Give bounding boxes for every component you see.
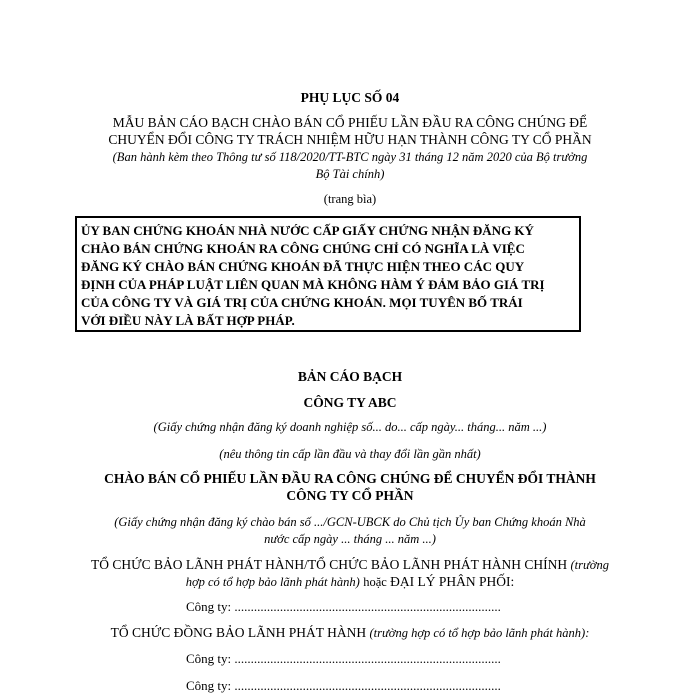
company-field: Công ty: .................................................................................. — [186, 678, 501, 693]
underwriter-note: hợp có tổ hợp bảo lãnh phát hành) — [185, 575, 360, 589]
company-field: Công ty: .................................................................................. — [186, 599, 501, 614]
offering-title-line-1: CHÀO BÁN CỔ PHIẾU LẦN ĐẦU RA CÔNG CHÚNG ĐỂ CHUYỂN ĐỔI THÀNH — [104, 471, 596, 486]
offering-title-line-2: CÔNG TY CỔ PHẦN — [286, 488, 414, 503]
issued-with-line-2: Bộ Tài chính) — [315, 167, 385, 181]
underwriter-heading-line-1 — [0, 556, 700, 574]
co-underwriter-note: (trường hợp có tổ hợp bảo lãnh phát hành): — [369, 626, 590, 640]
business-registration-note: (Giấy chứng nhận đăng ký doanh nghiệp số... do... cấp ngày... tháng... năm ...) — [153, 420, 547, 434]
notice-line: ĐĂNG KÝ CHÀO BÁN CHỨNG KHOÁN ĐÃ THỰC HIỆN THEO CÁC QUY — [81, 259, 525, 274]
notice-line: CHÀO BÁN CHỨNG KHOÁN RA CÔNG CHÚNG CHỈ CÓ NGHĨA LÀ VIỆC — [81, 241, 525, 256]
registration-info-note: (nêu thông tin cấp lần đầu và thay đổi lần gần nhất) — [219, 447, 481, 461]
cover-note: (trang bìa) — [323, 192, 377, 206]
company-name: CÔNG TY ABC — [303, 395, 397, 410]
notice-line: ĐỊNH CỦA PHÁP LUẬT LIÊN QUAN MÀ KHÔNG HÀM Ý ĐẢM BẢO GIÁ TRỊ — [81, 277, 545, 292]
distribution-agent-label: ĐẠI LÝ PHÂN PHỐI: — [390, 574, 515, 589]
form-title-line-1: MẪU BẢN CÁO BẠCH CHÀO BÁN CỔ PHIẾU LẦN ĐẦU RA CÔNG CHÚNG ĐỂ — [112, 115, 588, 130]
notice-line: ỦY BAN CHỨNG KHOÁN NHÀ NƯỚC CẤP GIẤY CHỨNG NHẬN ĐĂNG KÝ — [81, 223, 534, 238]
offering-certificate-line-2: nước cấp ngày ... tháng ... năm ...) — [264, 532, 436, 546]
co-underwriter-heading — [0, 624, 700, 642]
notice-line: VỚI ĐIỀU NÀY LÀ BẤT HỢP PHÁP. — [81, 313, 295, 328]
underwriter-connector: hoặc — [363, 575, 387, 589]
appendix-title: PHỤ LỤC SỐ 04 — [300, 90, 400, 105]
underwriter-note: (trường — [570, 558, 609, 572]
prospectus-title: BẢN CÁO BẠCH — [297, 369, 403, 384]
offering-certificate-line-1: (Giấy chứng nhận đăng ký chào bán số .../GCN-UBCK do Chủ tịch Ủy ban Chứng khoán Nhà — [114, 515, 586, 529]
company-field: Công ty: .................................................................................. — [186, 651, 501, 666]
issued-with-line-1: (Ban hành kèm theo Thông tư số 118/2020/TT-BTC ngày 31 tháng 12 năm 2020 của Bộ trưởng — [112, 150, 588, 164]
notice-line: CỦA CÔNG TY VÀ GIÁ TRỊ CỦA CHỨNG KHOÁN. MỌI TUYÊN BỐ TRÁI — [81, 295, 523, 310]
underwriter-heading-line-2 — [0, 573, 700, 591]
underwriter-label: TỔ CHỨC BẢO LÃNH PHÁT HÀNH/TỔ CHỨC BẢO LÃNH PHÁT HÀNH CHÍNH — [91, 557, 568, 572]
co-underwriter-label: TỔ CHỨC ĐỒNG BẢO LÃNH PHÁT HÀNH — [110, 625, 367, 640]
form-title-line-2: CHUYỂN ĐỔI CÔNG TY TRÁCH NHIỆM HỮU HẠN THÀNH CÔNG TY CỔ PHẦN — [108, 132, 592, 147]
